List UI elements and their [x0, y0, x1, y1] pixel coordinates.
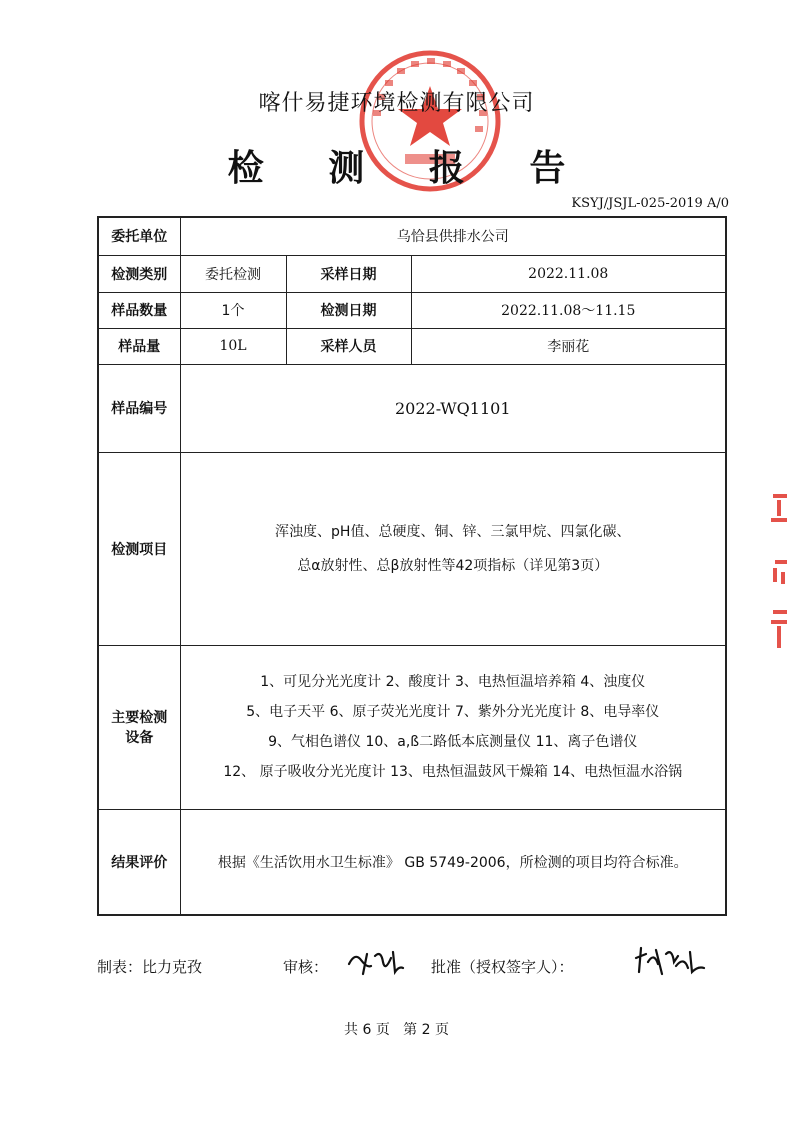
sample-id-value: 2022-WQ1101	[180, 364, 726, 452]
test-items-line: 浑浊度、pH值、总硬度、铜、锌、三氯甲烷、四氯化碳、	[275, 523, 631, 540]
test-items-label: 检测项目	[98, 452, 180, 645]
table-row	[98, 328, 726, 364]
sampling-date-label: 采样日期	[286, 255, 411, 292]
reviewed-by: 审核：	[283, 958, 329, 976]
approver-signature	[632, 944, 708, 978]
title-char: 报	[428, 148, 465, 189]
prepared-by: 制表：比力克孜	[97, 958, 203, 976]
approved-by: 批准（授权签字人）：	[431, 958, 574, 976]
equipment-label-line: 设备	[125, 730, 154, 746]
sample-amount-label: 样品量	[98, 328, 180, 364]
equipment-label-line: 主要检测	[111, 710, 168, 726]
table-row	[98, 255, 726, 292]
company-name: 喀什易捷环境检测有限公司	[258, 91, 535, 116]
table-row	[98, 217, 726, 255]
reviewer-signature	[345, 946, 405, 978]
title-char: 检	[227, 148, 264, 189]
sample-id-label: 样品编号	[98, 364, 180, 452]
title-char: 告	[529, 148, 566, 189]
test-type-value: 委托检测	[180, 255, 286, 292]
title-char: 测	[328, 148, 365, 189]
table-row	[98, 645, 726, 809]
test-items-cell	[180, 452, 726, 645]
document-number: KSYJ/JSJL-025-2019 A/0	[571, 196, 729, 211]
client-value: 乌恰县供排水公司	[180, 217, 726, 255]
equipment-line: 9、气相色谱仪 10、a,ß二路低本底测量仪 11、离子色谱仪	[268, 734, 638, 750]
equipment-line: 12、 原子吸收分光光度计 13、电热恒温鼓风干燥箱 14、电热恒温水浴锅	[223, 764, 683, 780]
table-row	[98, 809, 726, 915]
sample-count-label: 样品数量	[98, 292, 180, 328]
edge-stamp-marks	[767, 490, 791, 660]
sampler-label: 采样人员	[286, 328, 411, 364]
equipment-cell	[180, 645, 726, 809]
table-row	[98, 452, 726, 645]
page-info: 共 6 页 第 2 页	[344, 1022, 449, 1038]
test-items-line: 总α放射性、总β放射性等42项指标（详见第3页）	[297, 557, 609, 574]
equipment-label	[98, 645, 180, 809]
report-table	[97, 216, 727, 916]
result-label: 结果评价	[98, 809, 180, 915]
client-label: 委托单位	[98, 217, 180, 255]
test-type-label: 检测类别	[98, 255, 180, 292]
sample-count-value: 1个	[180, 292, 286, 328]
report-title	[0, 140, 793, 191]
sampling-date-value: 2022.11.08	[411, 255, 726, 292]
equipment-line: 1、可见分光光度计 2、酸度计 3、电热恒温培养箱 4、浊度仪	[260, 674, 646, 690]
sample-amount-value: 10L	[180, 328, 286, 364]
equipment-line: 5、电子天平 6、原子荧光光度计 7、紫外分光光度计 8、电导率仪	[246, 704, 660, 720]
test-date-label: 检测日期	[286, 292, 411, 328]
test-date-value: 2022.11.08～11.15	[411, 292, 726, 328]
table-row	[98, 292, 726, 328]
sampler-value: 李丽花	[411, 328, 726, 364]
table-row	[98, 364, 726, 452]
result-value: 根据《生活饮用水卫生标准》 GB 5749-2006，所检测的项目均符合标准。	[180, 809, 726, 915]
